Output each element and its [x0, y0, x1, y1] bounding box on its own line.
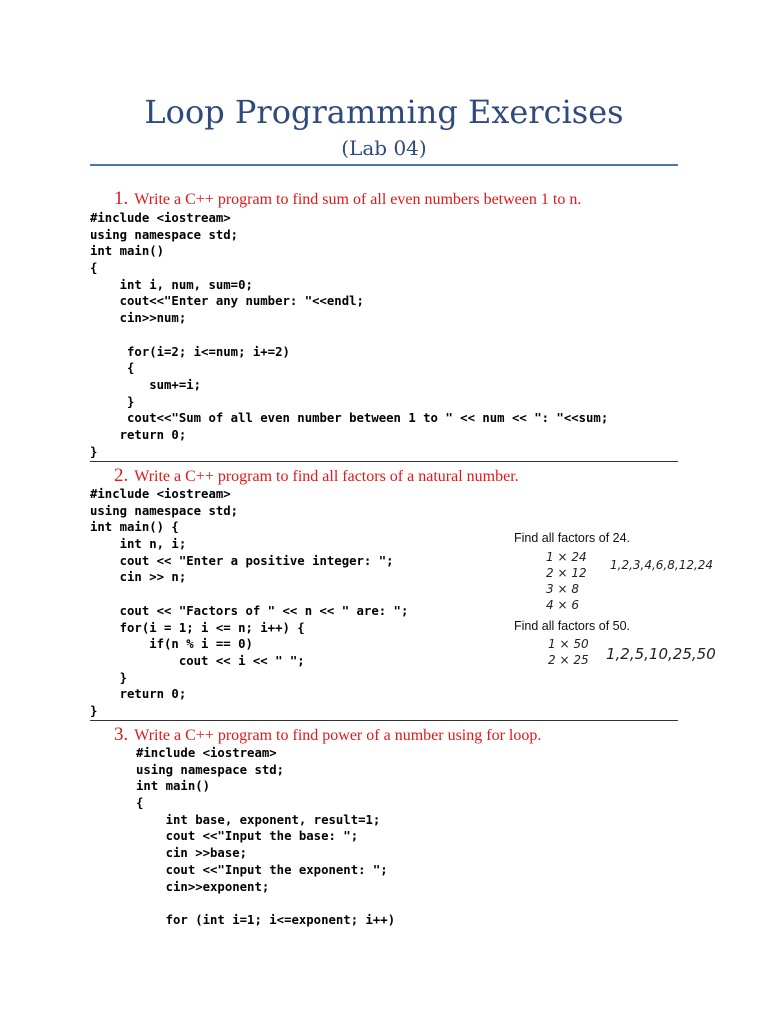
code-line: #include <iostream> [90, 487, 231, 501]
code-line: for(i = 1; i <= n; i++) { [90, 620, 305, 635]
code-line: cout<<"Sum of all even number between 1 to " << num << ": "<<sum; [90, 411, 609, 426]
code-line: int n, i; [90, 537, 187, 552]
code-line [90, 327, 608, 344]
code-line: cout <<"Input the exponent: "; [136, 862, 388, 877]
question-3-number: 3. [114, 724, 129, 745]
code-line: cin>>num; [90, 311, 187, 326]
code-line: cout << i << " "; [90, 653, 305, 668]
code-line: using namespace std; [136, 762, 285, 777]
title-divider [90, 164, 678, 166]
question-1-text: Write a C++ program to find sum of all even numbers between 1 to n. [134, 191, 582, 208]
code-line: sum+=i; [90, 377, 202, 392]
code-line: for (int i=1; i<=exponent; i++) [136, 912, 396, 927]
question-1-heading [114, 188, 581, 211]
code-line: { [90, 261, 98, 276]
code-line: } [90, 670, 128, 685]
factor-pair: 1 × 24 [546, 550, 587, 564]
code-line: return 0; [90, 427, 187, 442]
question-2-heading [114, 465, 519, 488]
factor-pair: 3 × 8 [546, 582, 579, 596]
factor-note-heading-24: Find all factors of 24. [514, 531, 631, 545]
code-line: using namespace std; [90, 227, 239, 242]
code-line: cout<<"Enter any number: "<<endl; [90, 294, 364, 309]
factor-pair: 2 × 12 [546, 566, 587, 580]
page-title: Loop Programming Exercises [144, 93, 624, 131]
code-line: { [136, 796, 144, 811]
question-2-number: 2. [114, 465, 129, 486]
factor-list-24: 1,2,3,4,6,8,12,24 [610, 558, 714, 572]
section-divider-2 [90, 720, 678, 721]
code-line: #include <iostream> [90, 211, 231, 225]
code-line [136, 895, 395, 912]
code-line: int base, exponent, result=1; [136, 812, 381, 827]
code-line: if(n % i == 0) [90, 637, 253, 652]
code-line: cin>>exponent; [136, 879, 270, 894]
question-3-heading [114, 724, 541, 747]
question-1-code [90, 210, 608, 460]
code-line [90, 586, 408, 603]
code-line: cout <<"Input the base: "; [136, 829, 359, 844]
code-line: int main() [90, 244, 165, 259]
question-3-code [136, 745, 395, 929]
code-line: using namespace std; [90, 503, 239, 518]
factor-list-50: 1,2,5,10,25,50 [606, 645, 716, 663]
code-line: } [90, 444, 98, 459]
question-3-text: Write a C++ program to find power of a number using for loop. [134, 727, 542, 744]
code-line: cout << "Factors of " << n << " are: "; [90, 603, 409, 618]
factor-note-image [510, 520, 740, 670]
code-line: } [90, 394, 135, 409]
code-line: cout << "Enter a positive integer: "; [90, 553, 394, 568]
code-line: return 0; [90, 687, 187, 702]
code-line: cin >>base; [136, 846, 248, 861]
code-line: int main() { [90, 520, 179, 535]
question-2-code [90, 486, 408, 720]
page-subtitle: (Lab 04) [341, 136, 427, 160]
code-line: for(i=2; i<=num; i+=2) [90, 344, 290, 359]
factor-pair: 4 × 6 [546, 598, 579, 612]
code-line: #include <iostream> [136, 746, 277, 760]
question-1-number: 1. [114, 188, 129, 209]
code-line: } [90, 703, 98, 718]
code-line: cin >> n; [90, 570, 187, 585]
factor-note-heading-50: Find all factors of 50. [514, 619, 631, 633]
factor-pair: 1 × 50 [548, 637, 589, 651]
code-line: int main() [136, 779, 211, 794]
factor-pair: 2 × 25 [548, 653, 589, 667]
code-line: { [90, 361, 135, 376]
code-line: int i, num, sum=0; [90, 277, 253, 292]
question-2-text: Write a C++ program to find all factors of a natural number. [134, 468, 519, 485]
section-divider-1 [90, 461, 678, 462]
